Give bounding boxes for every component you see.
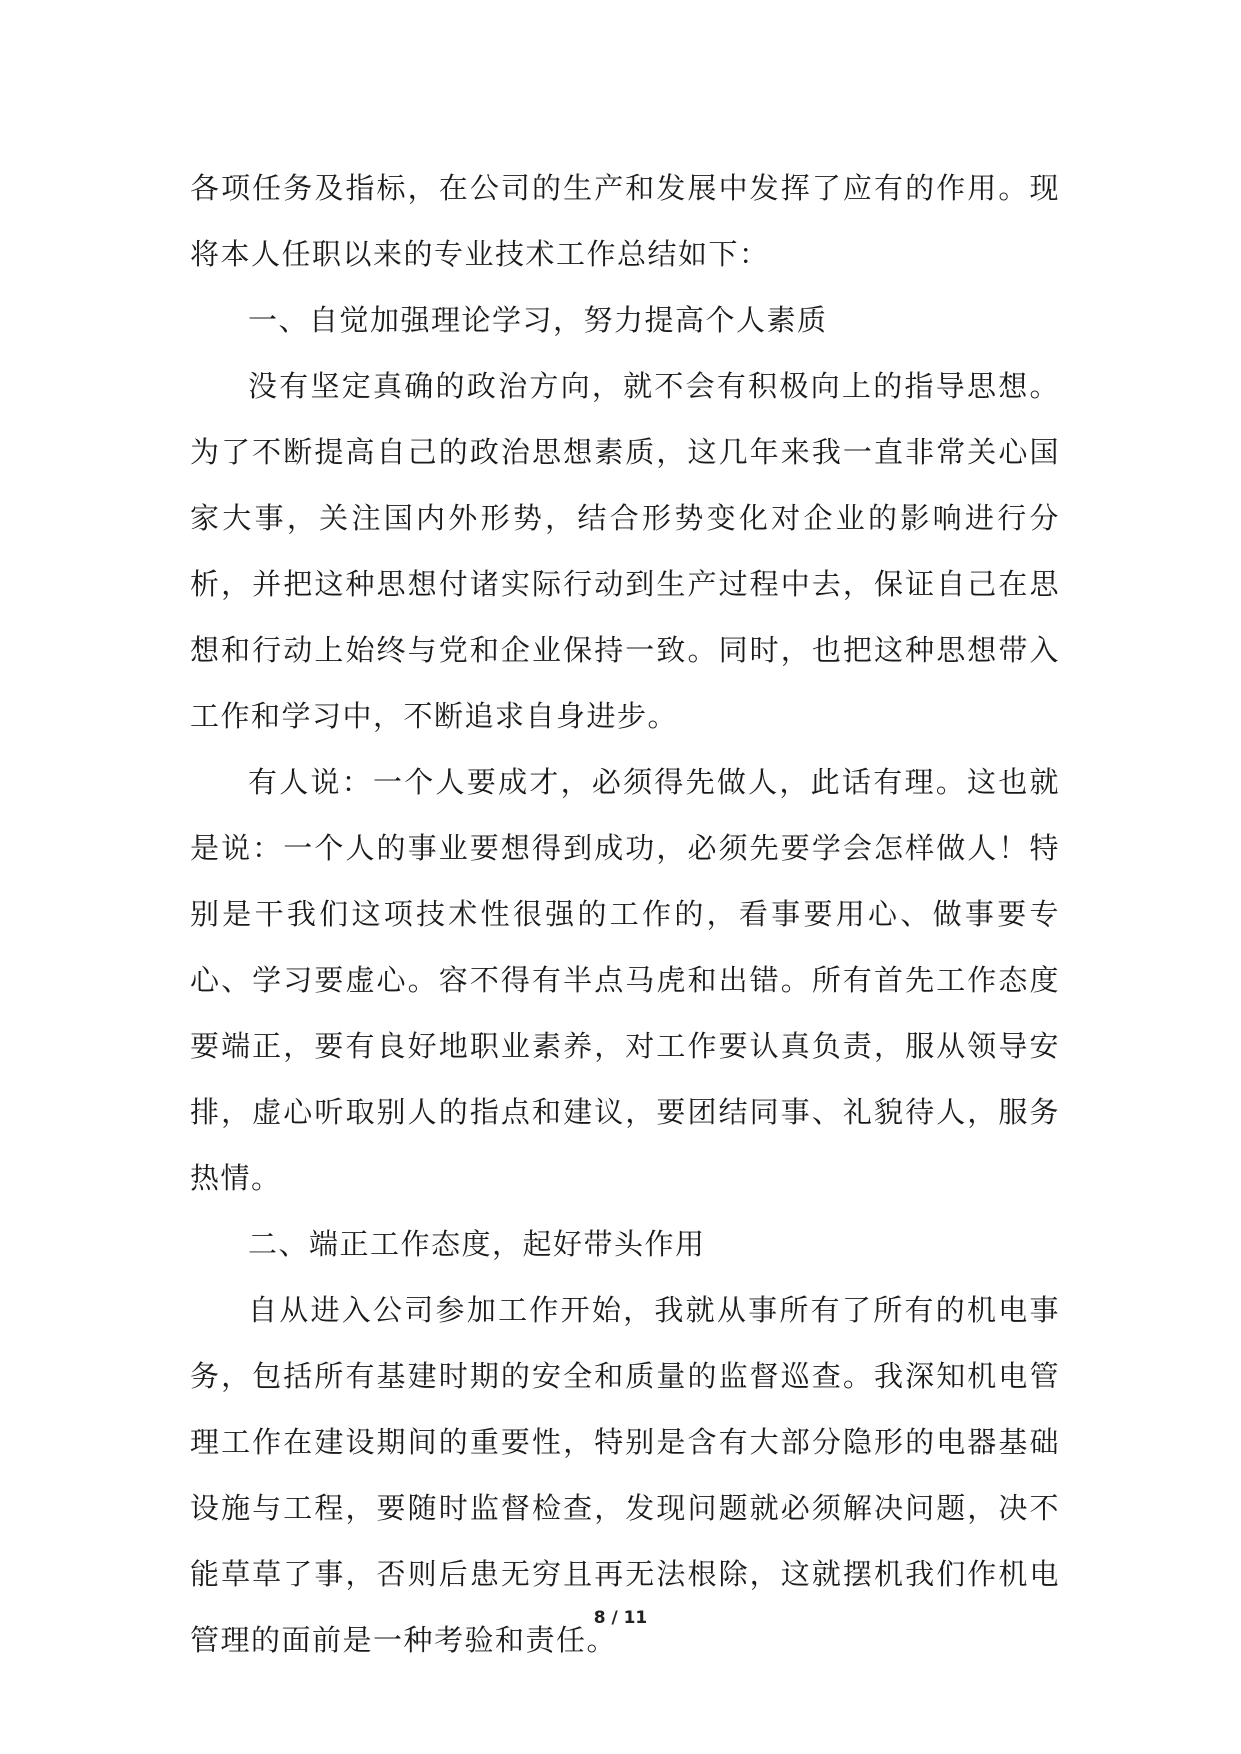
document-body: [190, 155, 1060, 1673]
paragraph-2: 没有坚定真确的政治方向，就不会有积极向上的指导思想。为了不断提高自己的政治思想素质，这几年来我一直非常关心国家大事，关注国内外形势，结合形势变化对企业的影响进行分析，并把这种思想付诸实际行动到生产过程中去，保证自己在思想和行动上始终与党和企业保持一致。同时，也把这种思想带入工作和学习中，不断追求自身进步。: [190, 369, 1060, 733]
paragraph-1: 各项任务及指标，在公司的生产和发展中发挥了应有的作用。现将本人任职以来的专业技术工作总结如下：: [190, 171, 1060, 271]
section-heading-1: 一、自觉加强理论学习，努力提高个人素质: [248, 303, 828, 337]
paragraph-4: 自从进入公司参加工作开始，我就从事所有了所有的机电事务，包括所有基建时期的安全和质量的监督巡查。我深知机电管理工作在建设期间的重要性，特别是含有大部分隐形的电器基础设施与工程，要随时监督检查，发现问题就必须解决问题，决不能草草了事，否则后患无穷且再无法根除，这就摆机我们作机电管理的面前是一种考验和责任。: [190, 1293, 1060, 1657]
section-heading-2: 二、端正工作态度，起好带头作用: [248, 1227, 706, 1261]
page-number: 8 / 11: [593, 1608, 648, 1628]
paragraph-3: 有人说：一个人要成才，必须得先做人，此话有理。这也就是说：一个人的事业要想得到成功，必须先要学会怎样做人！特别是干我们这项技术性很强的工作的，看事要用心、做事要专心、学习要虚心。容不得有半点马虎和出错。所有首先工作态度要端正，要有良好地职业素养，对工作要认真负责，服从领导安排，虚心听取别人的指点和建议，要团结同事、礼貌待人，服务热情。: [190, 765, 1060, 1195]
